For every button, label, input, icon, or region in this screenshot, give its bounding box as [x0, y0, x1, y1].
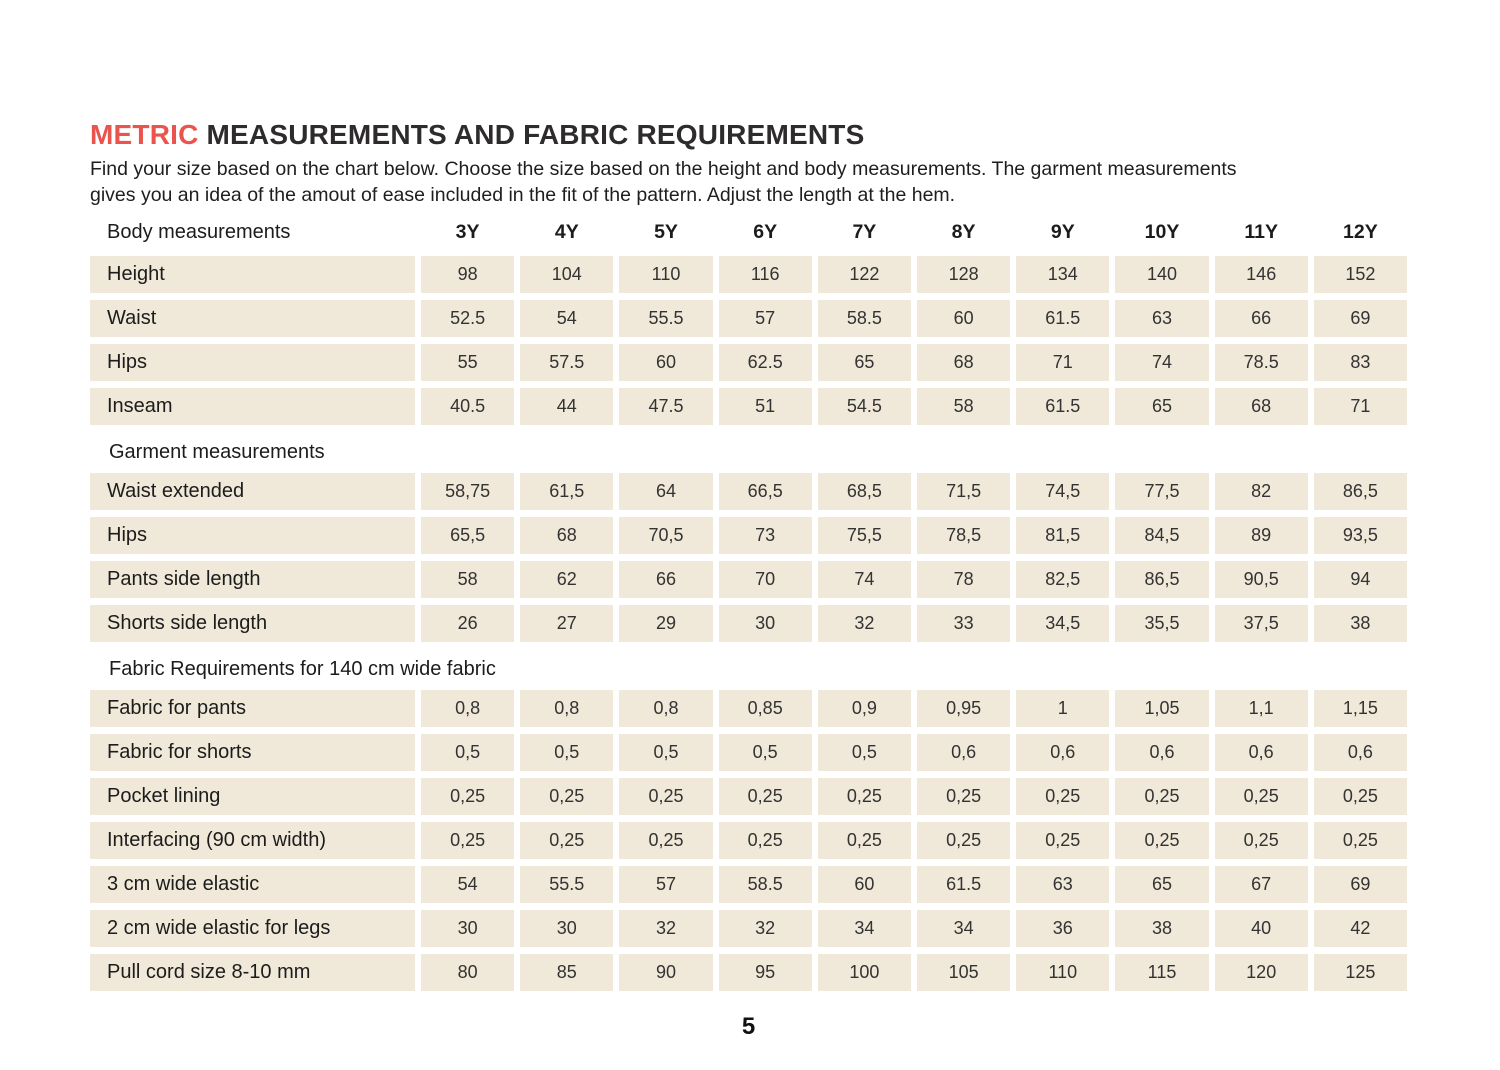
value-cell: 1: [1016, 690, 1109, 727]
page-number: 5: [741, 1012, 756, 1040]
value-cell: 0,25: [917, 822, 1010, 859]
size-column-header: 8Y: [951, 221, 976, 244]
value-cell: 90,5: [1215, 561, 1308, 598]
value-cell: 98: [421, 256, 514, 293]
value-cell: 0,25: [1314, 822, 1407, 859]
size-column-header: 5Y: [654, 221, 678, 244]
value-cell: 0,25: [818, 822, 911, 859]
value-cell: 68: [520, 517, 613, 554]
value-cell: 32: [619, 910, 712, 947]
value-cell: 61.5: [917, 866, 1010, 903]
value-cell: 0,25: [917, 778, 1010, 815]
value-cell: 63: [1016, 866, 1109, 903]
table-header-row: [90, 218, 1407, 248]
value-cell: 1,15: [1314, 690, 1407, 727]
row-label: Pocket lining: [90, 778, 415, 815]
value-cell: 63: [1115, 300, 1208, 337]
size-column-header: 11Y: [1244, 221, 1278, 244]
page-title-rest: MEASUREMENTS AND FABRIC REQUIREMENTS: [198, 119, 865, 150]
row-label: Waist extended: [90, 473, 415, 510]
value-cell: 26: [421, 605, 514, 642]
value-cell: 89: [1215, 517, 1308, 554]
value-cell: 62: [520, 561, 613, 598]
value-cell: 1,05: [1115, 690, 1208, 727]
value-cell: 83: [1314, 344, 1407, 381]
value-cell: 57: [619, 866, 712, 903]
value-cell: 34: [917, 910, 1010, 947]
table-row: [90, 822, 1407, 859]
value-cell: 105: [917, 954, 1010, 991]
table-row: [90, 300, 1407, 337]
table-row: [90, 605, 1407, 642]
table-row: [90, 734, 1407, 771]
value-cell: 78: [917, 561, 1010, 598]
value-cell: 51: [719, 388, 812, 425]
intro-line-2: gives you an idea of the amout of ease included in the fit of the pattern. Adjust the length at the hem.: [90, 183, 956, 206]
value-cell: 110: [619, 256, 712, 293]
value-cell: 74: [818, 561, 911, 598]
value-cell: 55.5: [520, 866, 613, 903]
size-column-header: 10Y: [1144, 221, 1180, 244]
size-column-header: 9Y: [1050, 221, 1075, 244]
value-cell: 0,25: [818, 778, 911, 815]
value-cell: 54: [520, 300, 613, 337]
value-cell: 75,5: [818, 517, 911, 554]
value-cell: 81,5: [1016, 517, 1109, 554]
table-body: [90, 256, 1407, 991]
row-label: Interfacing (90 cm width): [90, 822, 415, 859]
value-cell: 68: [1215, 388, 1308, 425]
value-cell: 0,25: [520, 778, 613, 815]
value-cell: 104: [520, 256, 613, 293]
value-cell: 0,6: [1115, 734, 1208, 771]
size-table: [90, 218, 1407, 991]
value-cell: 73: [719, 517, 812, 554]
value-cell: 116: [719, 256, 812, 293]
value-cell: 120: [1215, 954, 1308, 991]
row-label: Inseam: [90, 388, 415, 425]
value-cell: 69: [1314, 300, 1407, 337]
value-cell: 65: [1115, 866, 1208, 903]
value-cell: 54: [421, 866, 514, 903]
value-cell: 0,5: [619, 734, 712, 771]
section-label: Fabric Requirements for 140 cm wide fabric: [109, 657, 496, 680]
value-cell: 60: [619, 344, 712, 381]
table-row: [90, 690, 1407, 727]
value-cell: 55.5: [619, 300, 712, 337]
value-cell: 146: [1215, 256, 1308, 293]
value-cell: 30: [520, 910, 613, 947]
value-cell: 95: [719, 954, 812, 991]
value-cell: 122: [818, 256, 911, 293]
value-cell: 27: [520, 605, 613, 642]
row-label: Hips: [90, 517, 415, 554]
value-cell: 40.5: [421, 388, 514, 425]
value-cell: 65,5: [421, 517, 514, 554]
value-cell: 84,5: [1115, 517, 1208, 554]
size-column-header: 4Y: [554, 221, 579, 244]
value-cell: 82,5: [1016, 561, 1109, 598]
value-cell: 85: [520, 954, 613, 991]
value-cell: 0,85: [719, 690, 812, 727]
table-row: [90, 778, 1407, 815]
value-cell: 128: [917, 256, 1010, 293]
row-label: Pull cord size 8-10 mm: [90, 954, 415, 991]
value-cell: 67: [1215, 866, 1308, 903]
value-cell: 0,6: [1314, 734, 1407, 771]
value-cell: 60: [917, 300, 1010, 337]
value-cell: 64: [619, 473, 712, 510]
row-label: Shorts side length: [90, 605, 415, 642]
table-row: [90, 344, 1407, 381]
value-cell: 134: [1016, 256, 1109, 293]
value-cell: 93,5: [1314, 517, 1407, 554]
value-cell: 0,25: [1314, 778, 1407, 815]
value-cell: 68: [917, 344, 1010, 381]
table-row: [90, 517, 1407, 554]
value-cell: 32: [818, 605, 911, 642]
value-cell: 68,5: [818, 473, 911, 510]
intro-text: [90, 156, 1407, 208]
page-title: [90, 120, 1407, 151]
value-cell: 34: [818, 910, 911, 947]
size-column-header: 6Y: [753, 221, 778, 244]
value-cell: 0,25: [1215, 822, 1308, 859]
value-cell: 58.5: [719, 866, 812, 903]
value-cell: 29: [619, 605, 712, 642]
value-cell: 61.5: [1016, 388, 1109, 425]
table-row: [90, 954, 1407, 991]
page-content: [90, 120, 1407, 1041]
row-label: Fabric for shorts: [90, 734, 415, 771]
value-cell: 0,5: [818, 734, 911, 771]
value-cell: 0,8: [421, 690, 514, 727]
row-label: Waist: [90, 300, 415, 337]
value-cell: 115: [1115, 954, 1208, 991]
value-cell: 60: [818, 866, 911, 903]
value-cell: 33: [917, 605, 1010, 642]
value-cell: 94: [1314, 561, 1407, 598]
value-cell: 78.5: [1215, 344, 1308, 381]
value-cell: 30: [719, 605, 812, 642]
value-cell: 86,5: [1314, 473, 1407, 510]
value-cell: 35,5: [1115, 605, 1208, 642]
table-row: [90, 473, 1407, 510]
value-cell: 57.5: [520, 344, 613, 381]
value-cell: 54.5: [818, 388, 911, 425]
value-cell: 90: [619, 954, 712, 991]
value-cell: 58: [917, 388, 1010, 425]
table-row: [90, 910, 1407, 947]
value-cell: 58.5: [818, 300, 911, 337]
value-cell: 82: [1215, 473, 1308, 510]
row-label: 2 cm wide elastic for legs: [90, 910, 415, 947]
value-cell: 57: [719, 300, 812, 337]
value-cell: 58: [421, 561, 514, 598]
value-cell: 65: [818, 344, 911, 381]
value-cell: 140: [1115, 256, 1208, 293]
value-cell: 1,1: [1215, 690, 1308, 727]
value-cell: 0,25: [1215, 778, 1308, 815]
value-cell: 44: [520, 388, 613, 425]
value-cell: 74: [1115, 344, 1208, 381]
size-column-header: 3Y: [455, 221, 480, 244]
page-title-accent: METRIC: [90, 119, 199, 150]
value-cell: 74,5: [1016, 473, 1109, 510]
value-cell: 0,25: [1115, 822, 1208, 859]
value-cell: 0,5: [719, 734, 812, 771]
value-cell: 0,25: [1115, 778, 1208, 815]
section-label: Garment measurements: [109, 440, 325, 463]
row-label: Hips: [90, 344, 415, 381]
value-cell: 47.5: [619, 388, 712, 425]
value-cell: 58,75: [421, 473, 514, 510]
size-column-header: 7Y: [852, 221, 877, 244]
value-cell: 0,25: [1016, 778, 1109, 815]
value-cell: 42: [1314, 910, 1407, 947]
value-cell: 0,25: [619, 822, 712, 859]
value-cell: 0,6: [1016, 734, 1109, 771]
value-cell: 0,25: [1016, 822, 1109, 859]
value-cell: 80: [421, 954, 514, 991]
value-cell: 78,5: [917, 517, 1010, 554]
value-cell: 0,8: [520, 690, 613, 727]
value-cell: 100: [818, 954, 911, 991]
value-cell: 0,25: [421, 822, 514, 859]
value-cell: 32: [719, 910, 812, 947]
value-cell: 61.5: [1016, 300, 1109, 337]
value-cell: 152: [1314, 256, 1407, 293]
value-cell: 55: [421, 344, 514, 381]
value-cell: 70,5: [619, 517, 712, 554]
value-cell: 70: [719, 561, 812, 598]
row-label: Height: [90, 256, 415, 293]
value-cell: 38: [1314, 605, 1407, 642]
value-cell: 71,5: [917, 473, 1010, 510]
row-label: Pants side length: [90, 561, 415, 598]
value-cell: 0,95: [917, 690, 1010, 727]
value-cell: 0,25: [520, 822, 613, 859]
table-header-label: Body measurements: [107, 221, 291, 244]
value-cell: 0,5: [421, 734, 514, 771]
value-cell: 0,25: [719, 822, 812, 859]
value-cell: 77,5: [1115, 473, 1208, 510]
size-column-header: 12Y: [1343, 221, 1378, 244]
value-cell: 37,5: [1215, 605, 1308, 642]
value-cell: 66,5: [719, 473, 812, 510]
value-cell: 0,5: [520, 734, 613, 771]
value-cell: 40: [1215, 910, 1308, 947]
value-cell: 30: [421, 910, 514, 947]
value-cell: 0,25: [619, 778, 712, 815]
value-cell: 0,9: [818, 690, 911, 727]
value-cell: 62.5: [719, 344, 812, 381]
table-row: [90, 388, 1407, 425]
table-row: [90, 561, 1407, 598]
value-cell: 0,6: [1215, 734, 1308, 771]
value-cell: 0,25: [719, 778, 812, 815]
value-cell: 65: [1115, 388, 1208, 425]
value-cell: 52.5: [421, 300, 514, 337]
row-label: Fabric for pants: [90, 690, 415, 727]
value-cell: 38: [1115, 910, 1208, 947]
value-cell: 110: [1016, 954, 1109, 991]
value-cell: 86,5: [1115, 561, 1208, 598]
value-cell: 0,8: [619, 690, 712, 727]
value-cell: 69: [1314, 866, 1407, 903]
value-cell: 61,5: [520, 473, 613, 510]
value-cell: 66: [1215, 300, 1308, 337]
row-label: 3 cm wide elastic: [90, 866, 415, 903]
value-cell: 0,6: [917, 734, 1010, 771]
table-row: [90, 256, 1407, 293]
value-cell: 71: [1016, 344, 1109, 381]
value-cell: 125: [1314, 954, 1407, 991]
value-cell: 66: [619, 561, 712, 598]
value-cell: 71: [1314, 388, 1407, 425]
intro-line-1: Find your size based on the chart below. Choose the size based on the height and body measurements. The garment measurements: [90, 157, 1237, 180]
value-cell: 0,25: [421, 778, 514, 815]
value-cell: 34,5: [1016, 605, 1109, 642]
table-row: [90, 866, 1407, 903]
value-cell: 36: [1016, 910, 1109, 947]
